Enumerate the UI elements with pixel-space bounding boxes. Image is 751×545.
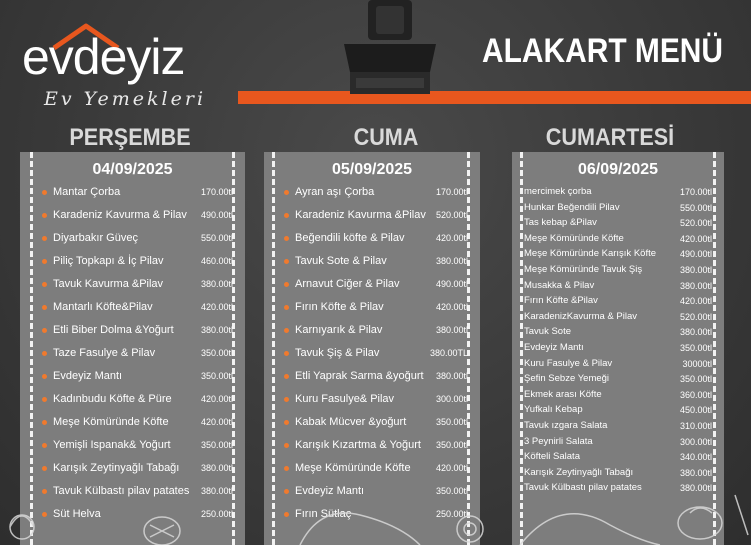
menu-item xyxy=(284,186,374,198)
menu-item-name: Meşe Kömüründe Köfte xyxy=(295,462,411,474)
menu-item-name: Beğendili köfte & Pilav xyxy=(295,232,405,244)
menu-item-price: 490.00tl xyxy=(435,279,468,289)
menu-item-price: 380.00tl xyxy=(200,486,233,496)
menu-item-name: Meşe Kömüründe Tavuk Şiş xyxy=(524,264,643,275)
menu-item-name: Tavuk Sote xyxy=(524,326,571,338)
menu-item-price: 380.00tl xyxy=(679,483,712,494)
menu-item-name: Karışık Kızartma & Yoğurt xyxy=(295,439,421,451)
bullet-icon xyxy=(42,259,47,264)
menu-item-name: Yemişli Ispanak& Yoğurt xyxy=(53,439,171,451)
menu-item xyxy=(42,209,187,221)
menu-item xyxy=(284,416,406,428)
menu-item xyxy=(524,202,620,213)
menu-item-name: Karnıyarık & Pilav xyxy=(295,324,383,336)
menu-item xyxy=(284,439,421,451)
menu-item xyxy=(42,324,174,336)
menu-item-price: 340.00tl xyxy=(679,452,712,463)
menu-item xyxy=(524,233,624,244)
menu-item-name: Fırın Köfte &Pilav xyxy=(524,295,598,307)
bullet-icon xyxy=(284,236,289,241)
bullet-icon xyxy=(42,213,47,218)
food-doodles-illustration xyxy=(0,465,751,545)
menu-item-name: Karadeniz Kavurma & Pilav xyxy=(53,209,187,221)
day-date: 05/09/2025 xyxy=(331,161,413,178)
menu-item-price: 380.00tl xyxy=(200,463,233,473)
menu-item-name: Fırın Sütlaç xyxy=(295,508,352,520)
bullet-icon xyxy=(284,420,289,425)
menu-item-price: 380.00tl xyxy=(200,325,233,335)
menu-item-price: 350.00tl xyxy=(200,348,233,358)
header-accent-bar xyxy=(238,91,751,104)
menu-item-price: 420.00tl xyxy=(435,302,468,312)
bullet-icon xyxy=(42,282,47,287)
bullet-icon xyxy=(42,328,47,333)
menu-item-name: Karışık Zeytinyağlı Tabağı xyxy=(53,462,180,474)
bullet-icon xyxy=(284,305,289,310)
menu-item-price: 420.00tl xyxy=(200,394,233,404)
menu-item-name: Tavuk Kavurma &Pilav xyxy=(53,278,164,290)
menu-item-price: 380.00tl xyxy=(679,280,712,291)
menu-item-name: Hunkar Beğendili Pilav xyxy=(524,201,620,213)
menu-item-price: 420.00tl xyxy=(679,233,712,244)
menu-item xyxy=(524,217,597,228)
menu-item-name: Süt Helva xyxy=(53,508,101,520)
menu-item-name: Kuru Fasulye & Pilav xyxy=(524,357,613,369)
menu-item xyxy=(284,232,404,244)
menu-item-name: Etli Biber Dolma &Yoğurt xyxy=(53,324,174,336)
menu-item-price: 380.00tl xyxy=(435,256,468,266)
menu-item-name: Fırın Köfte & Pilav xyxy=(295,301,384,313)
day-header-saturday: CUMARTESİ xyxy=(545,124,675,151)
menu-item-price: 420.00tl xyxy=(435,463,468,473)
menu-item xyxy=(284,301,384,313)
menu-item-price: 350.00tl xyxy=(200,440,233,450)
menu-item-price: 250.00tl xyxy=(435,509,468,519)
bullet-icon xyxy=(42,236,47,241)
menu-item xyxy=(42,301,153,313)
menu-item-price: 420.00tl xyxy=(435,233,468,243)
menu-item xyxy=(284,209,426,221)
menu-item-price: 170.00tl xyxy=(200,187,233,197)
menu-item-name: Piliç Topkapı & İç Pilav xyxy=(53,255,164,267)
menu-item-name: 3 Peynirli Salata xyxy=(524,435,593,447)
menu-item-name: Kadınbudu Köfte & Püre xyxy=(53,393,172,405)
menu-item-name: Tavuk Külbastı pilav patates xyxy=(53,485,190,497)
menu-item xyxy=(42,439,171,451)
menu-item xyxy=(42,186,120,198)
menu-item xyxy=(42,416,169,428)
clipboard-clip-icon xyxy=(330,0,450,98)
menu-item-price: 490.00tl xyxy=(200,210,233,220)
bullet-icon xyxy=(284,259,289,264)
menu-item-price: 420.00tl xyxy=(679,296,712,307)
menu-item xyxy=(42,278,163,290)
bullet-icon xyxy=(284,374,289,379)
menu-item xyxy=(42,232,138,244)
bullet-icon xyxy=(284,351,289,356)
menu-item-price: 170.00tl xyxy=(435,187,468,197)
menu-item-name: Şefin Sebze Yemeği xyxy=(524,373,610,385)
menu-item-price: 380.00tl xyxy=(200,279,233,289)
menu-item-name: Tavuk Sote & Pilav xyxy=(295,255,387,267)
menu-item-name: Tavuk ızgara Salata xyxy=(524,420,608,431)
menu-item-name: Kabak Mücver &yoğurt xyxy=(295,416,407,428)
bullet-icon xyxy=(284,443,289,448)
menu-item xyxy=(524,280,594,291)
menu-item xyxy=(284,370,424,382)
bullet-icon xyxy=(42,443,47,448)
menu-item xyxy=(284,393,394,405)
menu-item-price: 360.00tl xyxy=(679,389,712,400)
menu-item xyxy=(524,342,584,353)
menu-item-price: 350.00tl xyxy=(435,486,468,496)
menu-item xyxy=(524,389,602,400)
menu-item-name: Arnavut Ciğer & Pilav xyxy=(295,278,400,290)
menu-item-price: 300.00tl xyxy=(435,394,468,404)
menu-item xyxy=(284,278,400,290)
menu-item-price: 550.00tl xyxy=(679,202,712,213)
menu-item-price: 30000tl xyxy=(682,358,712,369)
menu-item xyxy=(524,404,583,415)
menu-item-price: 380.00TL xyxy=(429,348,468,358)
menu-item-name: Meşe Kömüründe Köfte xyxy=(53,416,169,428)
menu-item-price: 420.00tl xyxy=(200,302,233,312)
menu-item-name: Mantar Çorba xyxy=(53,186,121,198)
menu-item-name: Etli Yaprak Sarma &yoğurt xyxy=(295,370,424,382)
menu-item-price: 310.00tl xyxy=(679,421,712,431)
bullet-icon xyxy=(42,305,47,310)
menu-item-name: KaradenizKavurma & Pilav xyxy=(524,310,637,322)
menu-item-price: 520.00tl xyxy=(679,218,712,229)
menu-item-name: Karışık Zeytinyağlı Tabağı xyxy=(524,466,634,478)
menu-item-price: 170.00tl xyxy=(679,187,712,197)
menu-item-name: Mantarlı Köfte&Pilav xyxy=(53,301,153,313)
menu-item-price: 380.00tl xyxy=(679,265,712,275)
menu-item-price: 350.00tl xyxy=(679,374,712,385)
menu-item-price: 250.00tl xyxy=(200,509,233,519)
bullet-icon xyxy=(42,397,47,402)
menu-item-price: 550.00tl xyxy=(200,233,233,243)
menu-item-name: Yufkalı Kebap xyxy=(524,404,583,416)
menu-item-name: Taze Fasulye & Pilav xyxy=(53,347,156,359)
menu-item-price: 450.00tl xyxy=(679,405,712,416)
menu-item xyxy=(524,295,598,306)
menu-item xyxy=(524,451,580,462)
day-header-friday: CUMA xyxy=(353,124,419,151)
menu-item xyxy=(524,186,592,197)
brand-name: evdeyiz xyxy=(22,29,185,85)
page-title: ALAKART MENÜ xyxy=(482,32,723,70)
menu-item-name: Evdeyiz Mantı xyxy=(524,342,584,353)
menu-item-price: 350.00tl xyxy=(679,343,712,353)
day-date: 04/09/2025 xyxy=(92,161,173,178)
menu-item-price: 520.00tl xyxy=(679,311,712,322)
menu-item xyxy=(42,370,122,382)
day-header-thursday: PERŞEMBE xyxy=(69,124,191,151)
bullet-icon xyxy=(42,420,47,425)
menu-item-name: Ayran aşı Çorba xyxy=(295,186,375,198)
menu-item xyxy=(284,347,379,359)
menu-item-name: Ekmek arası Köfte xyxy=(524,388,602,400)
menu-item-price: 380.00tl xyxy=(679,327,712,338)
menu-item-name: Kuru Fasulye& Pilav xyxy=(295,393,395,405)
menu-item-name: Evdeyiz Mantı xyxy=(53,370,123,382)
menu-item xyxy=(42,393,172,405)
menu-item-name: Meşe Kömüründe Karışık Köfte xyxy=(524,248,657,260)
menu-item xyxy=(284,255,387,267)
menu-item-price: 520.00tl xyxy=(435,210,468,220)
bullet-icon xyxy=(42,190,47,195)
menu-item xyxy=(42,347,155,359)
menu-item xyxy=(524,358,612,369)
menu-item xyxy=(284,324,382,336)
menu-item-price: 420.00tl xyxy=(200,417,233,427)
menu-item xyxy=(524,436,593,447)
menu-item-price: 300.00tl xyxy=(679,436,712,447)
bullet-icon xyxy=(284,282,289,287)
menu-item-price: 350.00tl xyxy=(200,371,233,381)
menu-item xyxy=(524,420,607,431)
menu-item-name: Karadeniz Kavurma &Pilav xyxy=(295,209,426,221)
menu-item-price: 460.00tl xyxy=(200,256,233,266)
menu-item-price: 380.00tl xyxy=(435,371,468,381)
bullet-icon xyxy=(284,397,289,402)
menu-item-price: 350.00tl xyxy=(435,440,468,450)
brand-logo xyxy=(18,16,238,110)
menu-item-name: Meşe Kömüründe Köfte xyxy=(524,232,624,244)
menu-item-name: Tas kebap &Pilav xyxy=(524,217,597,229)
menu-item-name: Tavuk Şiş & Pilav xyxy=(295,347,380,359)
menu-item xyxy=(524,311,637,322)
menu-item xyxy=(524,326,571,337)
menu-item-name: mercimek çorba xyxy=(524,186,592,197)
menu-item xyxy=(42,255,163,267)
menu-item xyxy=(524,373,609,384)
menu-item xyxy=(524,264,642,275)
bullet-icon xyxy=(284,213,289,218)
menu-item-name: Tavuk Külbastı pilav patates xyxy=(524,482,642,494)
day-date: 06/09/2025 xyxy=(577,161,659,178)
bullet-icon xyxy=(284,328,289,333)
menu-item xyxy=(524,248,656,259)
menu-item-name: Köfteli Salata xyxy=(524,451,580,463)
menu-item-name: Diyarbakır Güveç xyxy=(53,232,138,244)
menu-item-price: 380.00tl xyxy=(679,467,712,478)
menu-item-price: 350.00tl xyxy=(435,417,468,427)
brand-tagline: Ev Yemekleri xyxy=(44,88,207,110)
bullet-icon xyxy=(42,351,47,356)
menu-item-name: Musakka & Pilav xyxy=(524,279,595,291)
menu-item-price: 490.00tl xyxy=(679,249,712,260)
bullet-icon xyxy=(284,190,289,195)
menu-item-name: Evdeyiz Mantı xyxy=(295,485,365,497)
menu-item-price: 380.00tl xyxy=(435,325,468,335)
bullet-icon xyxy=(42,374,47,379)
